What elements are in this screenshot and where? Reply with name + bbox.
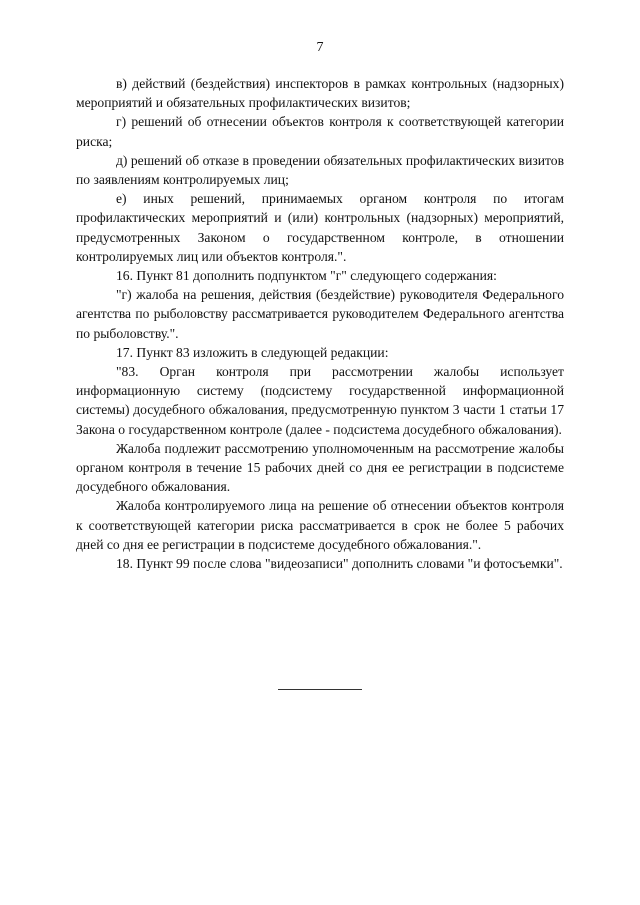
- end-of-document-divider: [278, 689, 362, 690]
- paragraph-complaint-15-days: Жалоба подлежит рассмотрению уполномоченным на рассмотрение жалобы органом контроля в течение 15 рабочих дней со дня ее регистрации в подсистеме досудебного обжалования.: [76, 440, 564, 495]
- paragraph-item-16-g: "г) жалоба на решения, действия (бездействие) руководителя Федерального агентства по рыболовству рассматривается руководителем Федерального агентства по рыболовству.".: [76, 287, 564, 341]
- paragraph-g: г) решений об отнесении объектов контроля к соответствующей категории риска;: [76, 114, 564, 149]
- paragraph-item-16: 16. Пункт 81 дополнить подпунктом "г" следующего содержания:: [116, 268, 497, 284]
- paragraph-complaint-5-days: Жалоба контролируемого лица на решение об отнесении объектов контроля к соответствующей категории риска рассматривается в срок не более 5 рабочих дней со дня ее регистрации в подсистеме досудебного обжалования.".: [76, 498, 564, 552]
- paragraph-e: е) иных решений, принимаемых органом контроля по итогам профилактических мероприятий и (или) контрольных (надзорных) мероприятий, предусмотренных Законом о государственном контроле, в отношении контролируемых лиц или объектов контроля.".: [76, 191, 564, 264]
- paragraph-v: в) действий (бездействия) инспекторов в рамках контрольных (надзорных) мероприятий и обязательных профилактических визитов;: [76, 76, 564, 111]
- document-body: [76, 74, 564, 573]
- page-number: 7: [316, 40, 324, 55]
- paragraph-item-83: "83. Орган контроля при рассмотрении жалобы использует информационную систему (подсистему государственной информационной системы) досудебного обжалования, предусмотренную пунктом 3 части 1 статьи 17 Закона о государственном контроле (далее - подсистема досудебного обжалования).: [76, 364, 564, 437]
- paragraph-item-18: 18. Пункт 99 после слова "видеозаписи" дополнить словами "и фотосъемки".: [116, 556, 563, 572]
- paragraph-d: д) решений об отказе в проведении обязательных профилактических визитов по заявлениям контролируемых лиц;: [76, 152, 564, 188]
- paragraph-item-17: 17. Пункт 83 изложить в следующей редакции:: [116, 344, 389, 360]
